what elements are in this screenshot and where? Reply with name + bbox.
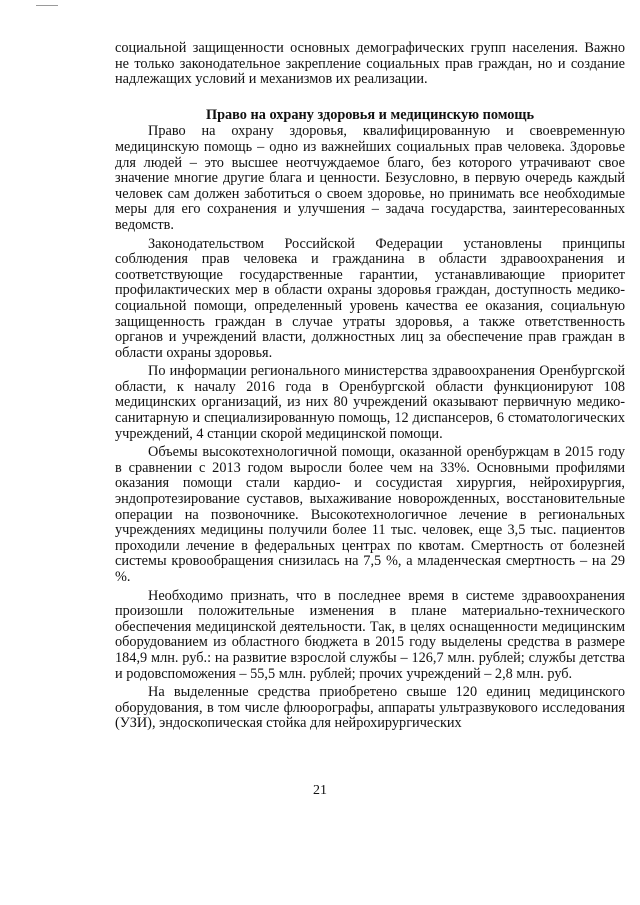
page-number: 21: [313, 783, 327, 798]
document-body: [115, 41, 625, 732]
paragraph-ministry-info: По информации регионального министерства здравоохранения Оренбургской области, к началу 2016 года в Оренбургской области функционируют 108 медицинских организаций, из них 80 учреждений оказывают первичную медико-санитарную и специализированную помощь, 12 диспансеров, 6 стоматологических учреждений, 4 станции скорой медицинской помощи.: [115, 363, 625, 442]
intro-paragraph: социальной защищенности основных демографических групп населения. Важно не только законодательное закрепление социальных прав граждан, но и создание надлежащих условий и механизмов их реализации.: [115, 40, 625, 88]
paragraph-high-tech-care: Объемы высокотехнологичной помощи, оказанной оренбуржцам в 2015 году в сравнении с 2013 годом выросли более чем на 33%. Основными профилями оказания помощи стали кардио- и сосудистая хирургия, нейрохирургия, эндопротезирование суставов, выхаживание новорожденных, восстановительные операции на позвоночнике. Высокотехнологичное лечение в региональных учреждениях медицины получили более 11 тыс. человек, еще 3,5 тыс. пациентов проходили лечение в федеральных центрах по квотам. Смертность от болезней системы кровообращения снизилась на 7,5 %, а младенческая смертность – на 29 %.: [115, 444, 625, 585]
paragraph-health-right: Право на охрану здоровья, квалифицированную и своевременную медицинскую помощь – одно из важнейших социальных прав человека. Здоровье для людей – это высшее неотчуждаемое благо, без которого утрачивают свое значение многие другие блага и ценности. Безусловно, в первую очередь каждый человек сам должен заботиться о своем здоровье, но принимать все необходимые меры для его сохранения и улучшения – задача государства, заинтересованных ведомств.: [115, 123, 625, 233]
scan-artifact-line: [36, 5, 58, 6]
paragraph-purchased-equipment: На выделенные средства приобретено свыше 120 единиц медицинского оборудования, в том числе флюорографы, аппараты ультразвукового исследования (УЗИ), эндоскопическая стойка для нейрохирургических: [115, 684, 625, 732]
paragraph-equipment-funding: Необходимо признать, что в последнее время в системе здравоохранения произошли положительные изменения в плане материально-технического обеспечения медицинской деятельности. Так, в целях оснащенности медицинским оборудованием из областного бюджета в 2015 году выделены средства в размере 184,9 млн. руб.: на развитие взрослой службы – 126,7 млн. рублей; службы детства и родовспоможения – 55,5 млн. рублей; прочих учреждений – 2,8 млн. руб.: [115, 587, 625, 682]
section-heading: Право на охрану здоровья и медицинскую помощь: [205, 106, 535, 123]
paragraph-legislation: Законодательством Российской Федерации установлены принципы соблюдения прав человека и гражданина в области здравоохранения и соответствующие государственные гарантии, устанавливающие приоритет профилактических мер в области охраны здоровья граждан, доступность медико-социальной помощи, определенный уровень качества ее оказания, социальную защищенность граждан в случае утраты здоровья, а также ответственность органов и учреждений власти, должностных лиц за обеспечение прав граждан в области охраны здоровья.: [115, 235, 625, 361]
